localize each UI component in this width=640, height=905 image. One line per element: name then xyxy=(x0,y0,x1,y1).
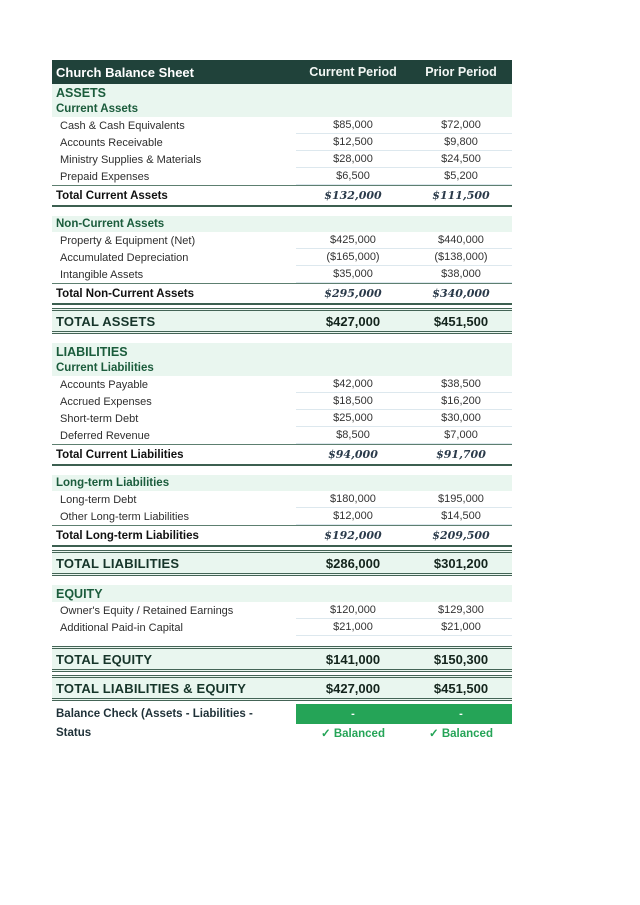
data-row xyxy=(52,168,512,185)
data-row xyxy=(52,602,512,619)
value-prior-period: $21,000 xyxy=(410,619,512,636)
value-prior-period: $129,300 xyxy=(410,602,512,619)
value-prior-period: ($138,000) xyxy=(410,249,512,266)
value-current-period: $427,000 xyxy=(325,313,381,329)
row-label: Long-term Debt xyxy=(60,493,137,506)
value-current-period: $295,000 xyxy=(324,287,382,300)
row-label: Accrued Expenses xyxy=(60,395,152,408)
data-row xyxy=(52,266,512,283)
row-label: Total Current Assets xyxy=(56,189,168,202)
row-label: Ministry Supplies & Materials xyxy=(60,153,202,166)
row-label: Deferred Revenue xyxy=(60,429,150,442)
gap-row xyxy=(52,466,512,475)
row-label: Property & Equipment (Net) xyxy=(60,234,196,247)
value-prior-period: $7,000 xyxy=(410,427,512,444)
value-current-period: $18,500 xyxy=(296,393,410,410)
row-label: EQUITY xyxy=(56,586,103,601)
column-header-prior-period: Prior Period xyxy=(425,65,497,79)
row-label: Accounts Receivable xyxy=(60,136,163,149)
row-label: Cash & Cash Equivalents xyxy=(60,119,185,132)
value-prior-period: $301,200 xyxy=(433,555,489,571)
data-row xyxy=(52,249,512,266)
subsection-row xyxy=(52,101,512,117)
table-header-row xyxy=(52,60,512,84)
value-current-period: ($165,000) xyxy=(296,249,410,266)
value-prior-period: $38,500 xyxy=(410,376,512,393)
balance-sheet xyxy=(52,60,512,742)
row-label: Total Current Liabilities xyxy=(56,448,184,461)
data-row xyxy=(52,151,512,168)
data-row xyxy=(52,427,512,444)
value-prior-period: $111,500 xyxy=(432,189,490,202)
row-label: Intangible Assets xyxy=(60,268,144,281)
row-label: Balance Check (Assets - Liabilities - xyxy=(56,708,253,720)
value-current-period: $35,000 xyxy=(296,266,410,283)
value-current-period: $141,000 xyxy=(325,651,381,667)
total-row xyxy=(52,283,512,305)
value-current-period: $8,500 xyxy=(296,427,410,444)
row-label: TOTAL EQUITY xyxy=(56,651,153,667)
row-label: Accumulated Depreciation xyxy=(60,251,189,264)
gap-row xyxy=(52,334,512,343)
gap-row xyxy=(52,576,512,585)
data-row xyxy=(52,410,512,427)
value-current-period: $85,000 xyxy=(296,117,410,134)
data-row xyxy=(52,134,512,151)
total-row xyxy=(52,185,512,207)
value-prior-period: $451,500 xyxy=(433,680,489,696)
value-prior-period: $14,500 xyxy=(410,508,512,525)
section-row xyxy=(52,585,512,602)
value-prior-period: $5,200 xyxy=(410,168,512,185)
grand-row xyxy=(52,646,512,672)
value-current-period: $192,000 xyxy=(324,529,382,542)
section-row xyxy=(52,84,512,101)
value-prior-period: $91,700 xyxy=(436,448,486,461)
row-label: ASSETS xyxy=(56,85,107,100)
column-header-current-period: Current Period xyxy=(309,65,397,79)
value-current-period: $94,000 xyxy=(328,448,378,461)
row-label: TOTAL LIABILITIES xyxy=(56,555,180,571)
value-current-period: $120,000 xyxy=(296,602,410,619)
value-prior-period: $340,000 xyxy=(432,287,490,300)
row-label: Non-Current Assets xyxy=(56,218,165,230)
value-current-period: $12,000 xyxy=(296,508,410,525)
data-row xyxy=(52,393,512,410)
value-current-period: $12,500 xyxy=(296,134,410,151)
value-current-period: $42,000 xyxy=(296,376,410,393)
value-current-period: $6,500 xyxy=(296,168,410,185)
grand-row xyxy=(52,308,512,334)
row-label: Additional Paid-in Capital xyxy=(60,621,183,634)
row-label: Owner's Equity / Retained Earnings xyxy=(60,604,234,617)
gap-row xyxy=(52,207,512,216)
value-current-period: ✓ Balanced xyxy=(321,728,385,740)
balance-check-value-prior: - xyxy=(459,708,463,720)
row-label: Short-term Debt xyxy=(60,412,139,425)
subsection-row xyxy=(52,475,512,491)
data-row xyxy=(52,508,512,525)
value-prior-period: $38,000 xyxy=(410,266,512,283)
data-row xyxy=(52,376,512,393)
data-row xyxy=(52,491,512,508)
value-prior-period: $9,800 xyxy=(410,134,512,151)
section-row xyxy=(52,343,512,360)
value-current-period: $132,000 xyxy=(324,189,382,202)
value-prior-period: $195,000 xyxy=(410,491,512,508)
status-row xyxy=(52,724,512,742)
grand-row xyxy=(52,550,512,576)
row-label: Long-term Liabilities xyxy=(56,477,170,489)
row-label: Total Long-term Liabilities xyxy=(56,529,199,542)
sheet-title: Church Balance Sheet xyxy=(56,64,194,80)
value-prior-period: $209,500 xyxy=(432,529,490,542)
row-label: Prepaid Expenses xyxy=(60,170,150,183)
row-label: Other Long-term Liabilities xyxy=(60,510,190,523)
value-current-period: $427,000 xyxy=(325,680,381,696)
data-row xyxy=(52,232,512,249)
row-label: LIABILITIES xyxy=(56,344,128,359)
balance-check-value-current: - xyxy=(351,708,355,720)
row-label: Current Liabilities xyxy=(56,362,154,374)
subsection-row xyxy=(52,360,512,376)
value-prior-period: $72,000 xyxy=(410,117,512,134)
value-prior-period: $24,500 xyxy=(410,151,512,168)
data-row xyxy=(52,117,512,134)
check-row xyxy=(52,704,512,724)
row-label: Status xyxy=(56,727,92,739)
subsection-row xyxy=(52,216,512,232)
value-prior-period: ✓ Balanced xyxy=(429,728,493,740)
total-row xyxy=(52,444,512,466)
total-row xyxy=(52,525,512,547)
row-label: Total Non-Current Assets xyxy=(56,287,195,300)
row-label: TOTAL LIABILITIES & EQUITY xyxy=(56,680,247,696)
value-prior-period: $150,300 xyxy=(433,651,489,667)
value-current-period: $25,000 xyxy=(296,410,410,427)
balance-check-bar xyxy=(296,704,512,724)
data-row xyxy=(52,619,512,636)
value-prior-period: $30,000 xyxy=(410,410,512,427)
value-current-period: $286,000 xyxy=(325,555,381,571)
spacer-row xyxy=(52,636,512,646)
row-label: Current Assets xyxy=(56,103,139,115)
value-current-period: $21,000 xyxy=(296,619,410,636)
value-prior-period: $440,000 xyxy=(410,232,512,249)
value-current-period: $28,000 xyxy=(296,151,410,168)
row-label: TOTAL ASSETS xyxy=(56,313,156,329)
value-current-period: $425,000 xyxy=(296,232,410,249)
balance-sheet-rows xyxy=(52,84,512,742)
value-current-period: $180,000 xyxy=(296,491,410,508)
value-prior-period: $16,200 xyxy=(410,393,512,410)
row-label: Accounts Payable xyxy=(60,378,149,391)
value-prior-period: $451,500 xyxy=(433,313,489,329)
grand-row xyxy=(52,675,512,701)
